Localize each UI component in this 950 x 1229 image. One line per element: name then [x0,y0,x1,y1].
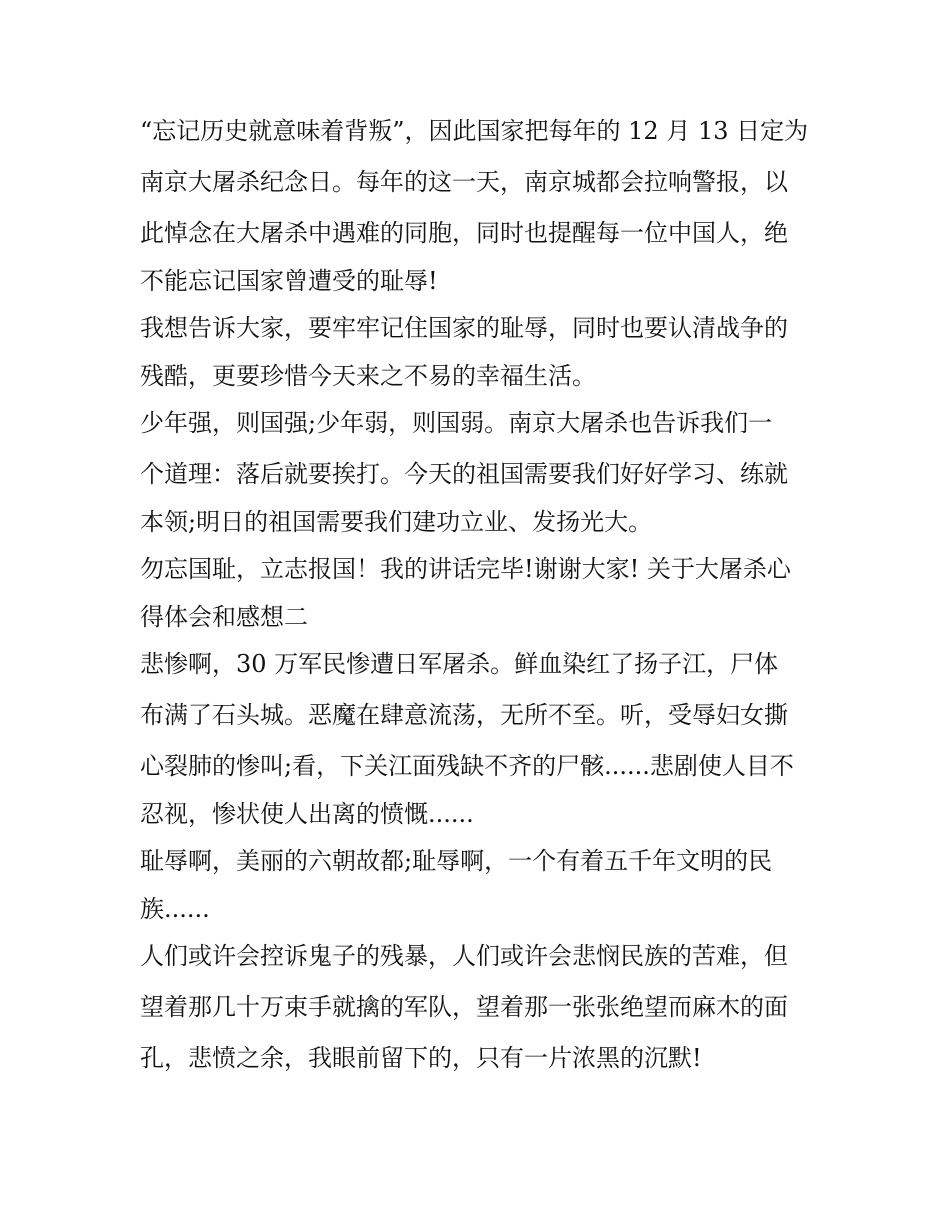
text-line: 少年强，则国强;少年弱，则国弱。南京大屠杀也告诉我们一 [140,409,773,437]
text-line: 残酷，更要珍惜今天来之不易的幸福生活。 [140,362,596,390]
text-line: 布满了石头城。恶魔在肆意流荡，无所不至。听，受辱妇女撕 [140,701,788,729]
text-line: 耻辱啊，美丽的六朝故都;耻辱啊，一个有着五千年文明的民 [140,847,773,875]
text-line: 望着那几十万束手就擒的军队，望着那一张张绝望而麻木的面 [140,993,788,1021]
text-line: 心裂肺的惨叫;看，下关江面残缺不齐的尸骸......悲剧使人目不 [140,752,794,780]
text-line: 南京大屠杀纪念日。每年的这一天，南京城都会拉响警报，以 [140,168,788,196]
text-line: 悲惨啊，30 万军民惨遭日军屠杀。鲜血染红了扬子江，尸体 [140,650,779,678]
text-line: 族...... [140,895,210,923]
text-line: 本领;明日的祖国需要我们建功立业、发扬光大。 [140,508,653,536]
text-line: 不能忘记国家曾遭受的耻辱! [140,267,438,295]
text-line: 人们或许会控诉鬼子的残暴，人们或许会悲悯民族的苦难，但 [140,942,788,970]
text-line: 此悼念在大屠杀中遇难的同胞，同时也提醒每一位中国人，绝 [140,219,788,247]
text-line: 勿忘国耻，立志报国！我的讲话完毕!谢谢大家! 关于大屠杀心 [140,555,791,583]
text-line: 得体会和感想二 [140,603,308,631]
document-body [140,106,820,1084]
text-line: 忍视，惨状使人出离的愤慨...... [140,800,474,828]
text-line: “忘记历史就意味着背叛”，因此国家把每年的 12 月 13 日定为 [140,117,809,145]
text-line: 孔，悲愤之余，我眼前留下的，只有一片浓黑的沉默! [140,1044,702,1072]
text-line: 个道理：落后就要挨打。今天的祖国需要我们好好学习、练就 [140,460,788,488]
text-line: 我想告诉大家，要牢牢记住国家的耻辱，同时也要认清战争的 [140,314,788,342]
